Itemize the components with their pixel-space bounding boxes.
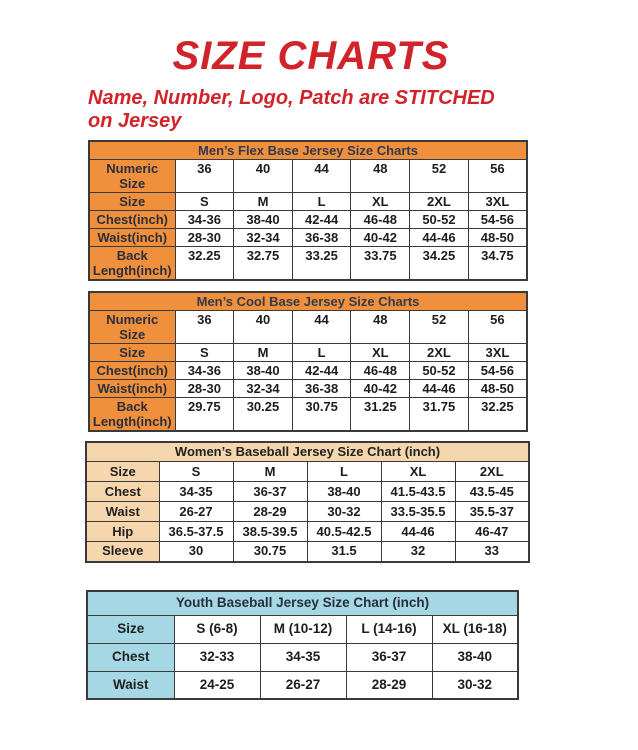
row-label: Size: [87, 615, 174, 643]
row-label: Numeric Size: [89, 311, 175, 344]
table-title: Men’s Cool Base Jersey Size Charts: [89, 292, 527, 311]
size-value-cell: 36-37: [346, 643, 432, 671]
row-label: Chest: [86, 482, 159, 502]
size-value-cell: 36.5-37.5: [159, 522, 233, 542]
table-title: Women’s Baseball Jersey Size Chart (inch): [86, 442, 529, 462]
size-value-cell: 30-32: [432, 671, 518, 699]
size-value-cell: 34.75: [468, 247, 527, 281]
table-row: [86, 542, 529, 562]
table-row: [86, 522, 529, 542]
size-value-cell: 56: [468, 160, 527, 193]
page-subtitle-line-1: Name, Number, Logo, Patch are STITCHED: [88, 87, 495, 109]
youth-baseball-size-table: [86, 590, 519, 700]
size-value-cell: 44-46: [410, 380, 469, 398]
size-value-cell: 33.25: [292, 247, 351, 281]
size-value-cell: S (6-8): [174, 615, 260, 643]
table-row: [86, 462, 529, 482]
size-value-cell: 30.75: [233, 542, 307, 562]
row-label: Waist: [87, 671, 174, 699]
table-row: [87, 671, 518, 699]
size-value-cell: 33.5-35.5: [381, 502, 455, 522]
youth-baseball-table: [86, 590, 519, 700]
size-value-cell: 40: [234, 160, 293, 193]
size-value-cell: 50-52: [410, 362, 469, 380]
table-row: [89, 398, 527, 432]
size-value-cell: 44: [292, 311, 351, 344]
row-label: Chest: [87, 643, 174, 671]
size-value-cell: 35.5-37: [455, 502, 529, 522]
size-value-cell: 36: [175, 311, 234, 344]
row-label: Size: [86, 462, 159, 482]
table-title: Men’s Flex Base Jersey Size Charts: [89, 141, 527, 160]
size-value-cell: 34-35: [159, 482, 233, 502]
row-label: Back Length(inch): [89, 247, 175, 281]
row-label: Numeric Size: [89, 160, 175, 193]
mens-cool-base-size-table: [88, 291, 528, 432]
size-value-cell: 31.5: [307, 542, 381, 562]
table-row: [86, 482, 529, 502]
size-value-cell: XL: [351, 193, 410, 211]
size-value-cell: 32-34: [234, 380, 293, 398]
size-value-cell: 48: [351, 160, 410, 193]
row-label: Hip: [86, 522, 159, 542]
size-value-cell: L: [292, 193, 351, 211]
size-value-cell: 44-46: [410, 229, 469, 247]
table-row: [87, 615, 518, 643]
row-label: Chest(inch): [89, 362, 175, 380]
size-value-cell: 48: [351, 311, 410, 344]
size-value-cell: 38.5-39.5: [233, 522, 307, 542]
size-value-cell: 40: [234, 311, 293, 344]
size-value-cell: 46-48: [351, 362, 410, 380]
size-value-cell: L: [307, 462, 381, 482]
mens-cool-base-table: [88, 291, 528, 432]
table-row: [89, 229, 527, 247]
size-value-cell: 52: [410, 311, 469, 344]
size-value-cell: 26-27: [159, 502, 233, 522]
size-value-cell: S: [175, 344, 234, 362]
table-row: [87, 643, 518, 671]
size-value-cell: 30.25: [234, 398, 293, 432]
page-subtitle: [88, 87, 588, 133]
table-row: [89, 380, 527, 398]
size-value-cell: 3XL: [468, 193, 527, 211]
womens-baseball-size-table: [85, 441, 530, 563]
size-value-cell: 30.75: [292, 398, 351, 432]
size-value-cell: M: [234, 344, 293, 362]
size-value-cell: S: [159, 462, 233, 482]
size-value-cell: 54-56: [468, 362, 527, 380]
row-label: Back Length(inch): [89, 398, 175, 432]
size-value-cell: 48-50: [468, 229, 527, 247]
table-row: [89, 344, 527, 362]
size-value-cell: 46-48: [351, 211, 410, 229]
table-row: [86, 502, 529, 522]
size-value-cell: 32.75: [234, 247, 293, 281]
mens-flex-base-table: [88, 140, 528, 281]
size-value-cell: 36-37: [233, 482, 307, 502]
womens-baseball-table: [85, 441, 530, 563]
size-value-cell: 38-40: [307, 482, 381, 502]
size-value-cell: 36-38: [292, 229, 351, 247]
size-value-cell: 34-35: [260, 643, 346, 671]
size-value-cell: 2XL: [410, 344, 469, 362]
row-label: Waist(inch): [89, 229, 175, 247]
size-value-cell: S: [175, 193, 234, 211]
size-value-cell: M: [234, 193, 293, 211]
table-row: [89, 362, 527, 380]
row-label: Waist(inch): [89, 380, 175, 398]
size-value-cell: 2XL: [410, 193, 469, 211]
size-value-cell: 36: [175, 160, 234, 193]
size-value-cell: XL (16-18): [432, 615, 518, 643]
size-value-cell: 2XL: [455, 462, 529, 482]
page-subtitle-line-2: on Jersey: [88, 110, 182, 132]
size-value-cell: L: [292, 344, 351, 362]
size-value-cell: 41.5-43.5: [381, 482, 455, 502]
size-value-cell: 52: [410, 160, 469, 193]
table-row: [89, 160, 527, 193]
size-value-cell: 34-36: [175, 211, 234, 229]
size-value-cell: 32.25: [468, 398, 527, 432]
size-value-cell: 44: [292, 160, 351, 193]
size-value-cell: 32-34: [234, 229, 293, 247]
row-label: Size: [89, 344, 175, 362]
size-value-cell: 36-38: [292, 380, 351, 398]
table-title: Youth Baseball Jersey Size Chart (inch): [87, 591, 518, 615]
size-value-cell: 32: [381, 542, 455, 562]
size-value-cell: 3XL: [468, 344, 527, 362]
size-value-cell: 28-30: [175, 229, 234, 247]
row-label: Chest(inch): [89, 211, 175, 229]
size-value-cell: 31.25: [351, 398, 410, 432]
size-value-cell: 42-44: [292, 211, 351, 229]
size-value-cell: 40-42: [351, 380, 410, 398]
size-value-cell: 38-40: [234, 211, 293, 229]
size-value-cell: 31.75: [410, 398, 469, 432]
table-row: [89, 247, 527, 281]
page-title: SIZE CHARTS: [172, 34, 450, 78]
row-label: Waist: [86, 502, 159, 522]
size-value-cell: 40.5-42.5: [307, 522, 381, 542]
size-value-cell: 28-29: [233, 502, 307, 522]
size-value-cell: 33.75: [351, 247, 410, 281]
size-value-cell: 42-44: [292, 362, 351, 380]
table-row: [89, 193, 527, 211]
size-value-cell: 43.5-45: [455, 482, 529, 502]
size-value-cell: 54-56: [468, 211, 527, 229]
row-label: Sleeve: [86, 542, 159, 562]
row-label: Size: [89, 193, 175, 211]
size-value-cell: M: [233, 462, 307, 482]
size-value-cell: 38-40: [432, 643, 518, 671]
size-value-cell: 30-32: [307, 502, 381, 522]
size-value-cell: 46-47: [455, 522, 529, 542]
mens-flex-base-size-table: [88, 140, 528, 281]
size-value-cell: 32.25: [175, 247, 234, 281]
table-row: [89, 211, 527, 229]
size-value-cell: 28-30: [175, 380, 234, 398]
size-value-cell: XL: [351, 344, 410, 362]
size-value-cell: 28-29: [346, 671, 432, 699]
size-value-cell: 44-46: [381, 522, 455, 542]
size-value-cell: M (10-12): [260, 615, 346, 643]
size-value-cell: 34.25: [410, 247, 469, 281]
size-value-cell: 26-27: [260, 671, 346, 699]
size-value-cell: 30: [159, 542, 233, 562]
size-value-cell: 33: [455, 542, 529, 562]
size-value-cell: L (14-16): [346, 615, 432, 643]
size-value-cell: 29.75: [175, 398, 234, 432]
size-value-cell: 50-52: [410, 211, 469, 229]
size-value-cell: 56: [468, 311, 527, 344]
size-value-cell: XL: [381, 462, 455, 482]
size-value-cell: 38-40: [234, 362, 293, 380]
size-value-cell: 34-36: [175, 362, 234, 380]
size-value-cell: 24-25: [174, 671, 260, 699]
size-value-cell: 40-42: [351, 229, 410, 247]
size-value-cell: 48-50: [468, 380, 527, 398]
size-value-cell: 32-33: [174, 643, 260, 671]
table-row: [89, 311, 527, 344]
